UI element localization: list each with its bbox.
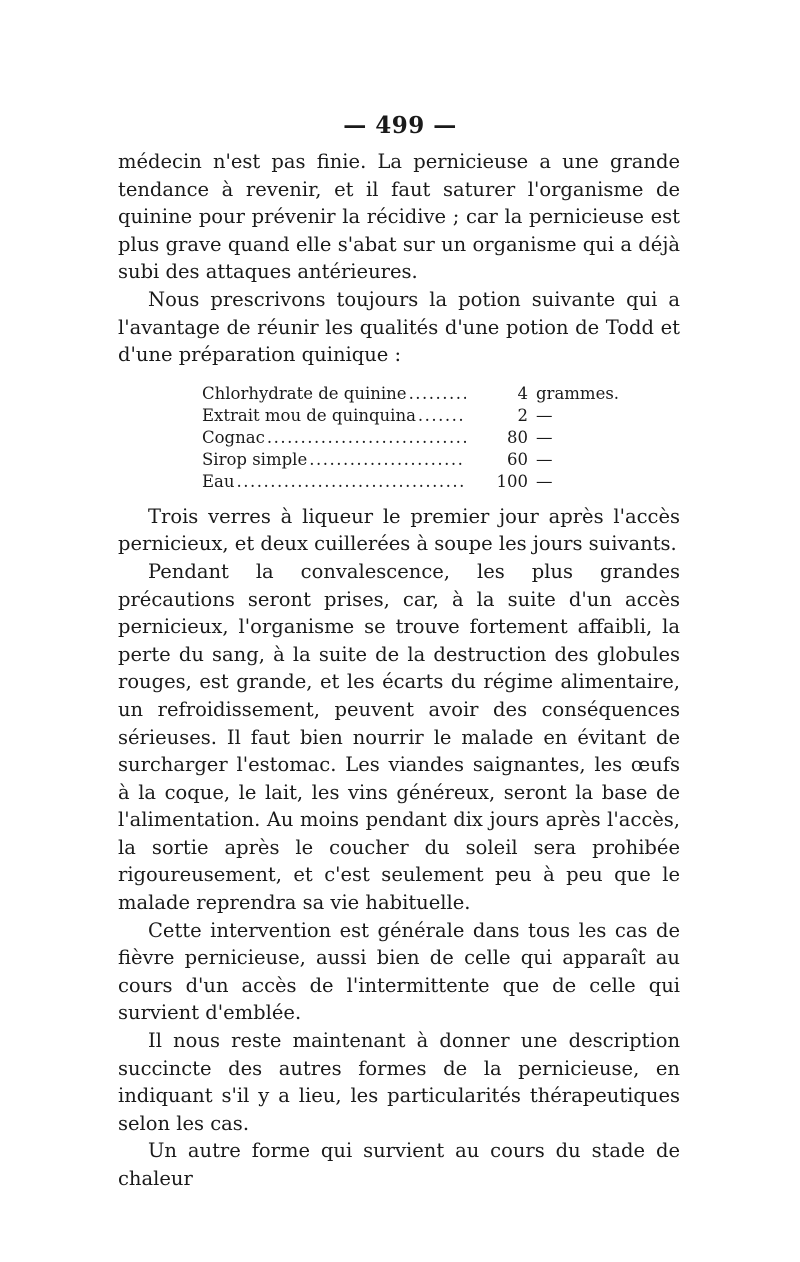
ingredient-unit: — xyxy=(536,427,553,447)
ingredient-name: Extrait mou de quinquina xyxy=(202,405,416,425)
ingredient-name: Chlorhydrate de quinine xyxy=(202,383,407,403)
paragraph-dosage: Trois verres à liqueur le premier jour après l'accès pernicieux, et deux cuillerées à soupe les jours suivants. xyxy=(118,504,680,556)
ingredient-unit: grammes. xyxy=(536,383,620,403)
ingredient-quantity: 4 xyxy=(517,383,528,403)
prescription-row xyxy=(202,449,622,471)
paragraph-continuation: médecin n'est pas finie. La pernicieuse a une grande tendance à revenir, et il faut saturer l'organisme de quinine pour prévenir la récidive ; car la pernicieuse est plus grave quand elle s'abat sur un organisme qui a déjà subi des attaques antérieures. xyxy=(118,150,680,284)
prescription-row xyxy=(202,471,622,493)
ingredient-unit: — xyxy=(536,471,553,491)
paragraph-convalescence: Pendant la convalescence, les plus grandes précautions seront prises, car, à la suite d'un accès pernicieux, l'organisme se trouve fortement affaibli, la perte du sang, à la suite de la destruction des globules rouges, est grande, et les écarts du régime alimentaire, un refroidissement, peuvent avoir des conséquences sérieuses. Il faut bien nourrir le malade en évitant de surcharger l'estomac. Les viandes saignantes, les œufs à la coque, le lait, les vins généreux, seront la base de l'alimentation. Au moins pendant dix jours après l'accès, la sortie après le coucher du soleil sera prohibée rigoureusement, et c'est seulement peu à peu que le malade reprendra sa vie habituelle. xyxy=(118,559,680,915)
paragraph-heat-stage: Un autre forme qui survient au cours du stade de chaleur xyxy=(118,1139,680,1190)
dot-leader xyxy=(267,427,466,449)
prescription-row xyxy=(202,427,622,449)
ingredient-quantity: 60 xyxy=(507,449,528,469)
dot-leader xyxy=(237,471,466,493)
ingredient-name: Eau xyxy=(202,471,235,491)
prescription-row xyxy=(202,405,622,427)
prescription-row xyxy=(202,383,622,405)
dot-leader xyxy=(309,449,466,471)
ingredient-quantity: 2 xyxy=(517,405,528,425)
paragraph-prescription-intro: Nous prescrivons toujours la potion suivante qui a l'avantage de réunir les qualités d'une potion de Todd et d'une préparation quinique : xyxy=(118,287,680,367)
ingredient-name: Sirop simple xyxy=(202,449,308,469)
paragraph-other-forms: Il nous reste maintenant à donner une description succincte des autres formes de la pernicieuse, en indiquant s'il y a lieu, les particularités thérapeutiques selon les cas. xyxy=(118,1029,680,1135)
page-number: — 499 — xyxy=(343,112,457,139)
ingredient-quantity: 80 xyxy=(507,427,528,447)
ingredient-quantity: 100 xyxy=(496,471,528,491)
prescription-table xyxy=(202,383,622,493)
ingredient-unit: — xyxy=(536,449,553,469)
page-body xyxy=(118,148,680,1193)
ingredient-name: Cognac xyxy=(202,427,265,447)
dot-leader xyxy=(409,383,466,405)
ingredient-unit: — xyxy=(536,405,553,425)
dot-leader xyxy=(418,405,466,427)
paragraph-intervention: Cette intervention est générale dans tous les cas de fièvre pernicieuse, aussi bien de celle qui apparaît au cours d'un accès de l'intermittente que de celle qui survient d'emblée. xyxy=(118,918,680,1025)
